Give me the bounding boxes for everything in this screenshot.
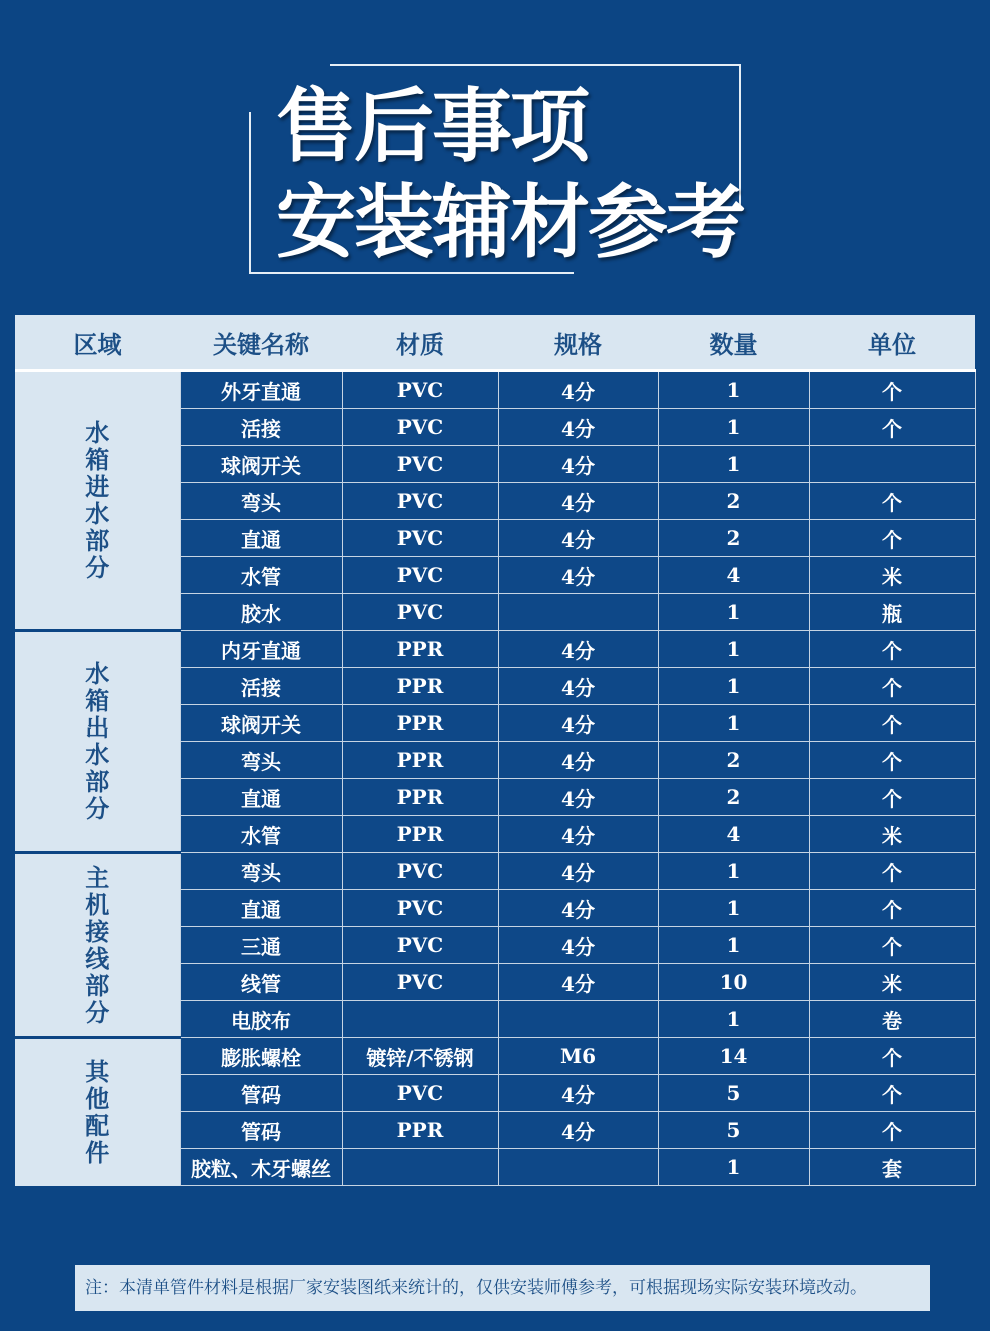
spec-cell: 4分	[498, 705, 658, 742]
item-name-cell: 球阀开关	[180, 446, 342, 483]
quantity-cell: 2	[658, 483, 809, 520]
item-name-cell: 水管	[180, 557, 342, 594]
unit-cell: 个	[809, 631, 975, 668]
unit-cell: 个	[809, 1112, 975, 1149]
material-cell	[342, 1001, 498, 1038]
table-row	[15, 371, 975, 409]
unit-cell: 个	[809, 520, 975, 557]
quantity-cell: 1	[658, 631, 809, 668]
material-cell: PVC	[342, 927, 498, 964]
spec-cell: 4分	[498, 1075, 658, 1112]
table-header-row	[15, 315, 975, 371]
unit-cell: 个	[809, 409, 975, 446]
material-cell: PPR	[342, 668, 498, 705]
material-cell: PVC	[342, 520, 498, 557]
section-label: 主机接线部分	[85, 862, 110, 1027]
unit-cell: 个	[809, 483, 975, 520]
section-label: 水箱出水部分	[85, 659, 110, 823]
unit-cell: 卷	[809, 1001, 975, 1038]
item-name-cell: 膨胀螺栓	[180, 1038, 342, 1075]
section-label-cell	[15, 1038, 180, 1186]
table-body	[15, 371, 975, 1186]
material-cell: PVC	[342, 371, 498, 409]
spec-cell: 4分	[498, 1112, 658, 1149]
quantity-cell: 1	[658, 371, 809, 409]
section-label-cell	[15, 371, 180, 631]
spec-cell: 4分	[498, 446, 658, 483]
unit-cell: 米	[809, 816, 975, 853]
quantity-cell: 1	[658, 1001, 809, 1038]
spec-cell: 4分	[498, 520, 658, 557]
section-label-cell	[15, 853, 180, 1038]
spec-cell: 4分	[498, 927, 658, 964]
quantity-cell: 1	[658, 446, 809, 483]
quantity-cell: 1	[658, 409, 809, 446]
material-cell: PVC	[342, 1075, 498, 1112]
item-name-cell: 电胶布	[180, 1001, 342, 1038]
material-cell	[342, 1149, 498, 1186]
quantity-cell: 1	[658, 705, 809, 742]
title-line-1: 售后事项	[276, 79, 588, 173]
spec-cell	[498, 1001, 658, 1038]
item-name-cell: 线管	[180, 964, 342, 1001]
item-name-cell: 胶水	[180, 594, 342, 631]
header-material: 材质	[342, 315, 498, 371]
unit-cell: 个	[809, 705, 975, 742]
quantity-cell: 5	[658, 1112, 809, 1149]
unit-cell: 瓶	[809, 594, 975, 631]
section-label-cell	[15, 631, 180, 853]
material-cell: PPR	[342, 779, 498, 816]
spec-cell: 4分	[498, 853, 658, 890]
spec-cell	[498, 1149, 658, 1186]
spec-cell: 4分	[498, 483, 658, 520]
item-name-cell: 管码	[180, 1112, 342, 1149]
spec-cell: 4分	[498, 409, 658, 446]
spec-cell: 4分	[498, 742, 658, 779]
item-name-cell: 弯头	[180, 483, 342, 520]
material-cell: PVC	[342, 890, 498, 927]
item-name-cell: 活接	[180, 409, 342, 446]
unit-cell: 个	[809, 927, 975, 964]
unit-cell	[809, 446, 975, 483]
material-cell: PPR	[342, 816, 498, 853]
quantity-cell: 4	[658, 557, 809, 594]
item-name-cell: 胶粒、木牙螺丝	[180, 1149, 342, 1186]
spec-cell: 4分	[498, 668, 658, 705]
material-cell: PVC	[342, 594, 498, 631]
quantity-cell: 1	[658, 594, 809, 631]
header-spec: 规格	[498, 315, 658, 371]
quantity-cell: 1	[658, 1149, 809, 1186]
item-name-cell: 活接	[180, 668, 342, 705]
unit-cell: 套	[809, 1149, 975, 1186]
spec-cell: 4分	[498, 371, 658, 409]
spec-cell	[498, 594, 658, 631]
unit-cell: 个	[809, 779, 975, 816]
material-cell: PVC	[342, 446, 498, 483]
material-cell: PPR	[342, 1112, 498, 1149]
quantity-cell: 1	[658, 853, 809, 890]
title-line-2: 安装辅材参考	[276, 175, 744, 269]
table-row	[15, 631, 975, 668]
quantity-cell: 1	[658, 927, 809, 964]
material-cell: PPR	[342, 631, 498, 668]
unit-cell: 个	[809, 371, 975, 409]
spec-cell: 4分	[498, 779, 658, 816]
quantity-cell: 2	[658, 520, 809, 557]
item-name-cell: 弯头	[180, 742, 342, 779]
material-cell: PVC	[342, 853, 498, 890]
header-region: 区域	[15, 315, 180, 371]
item-name-cell: 直通	[180, 779, 342, 816]
header-quantity: 数量	[658, 315, 809, 371]
spec-cell: M6	[498, 1038, 658, 1075]
material-cell: PPR	[342, 705, 498, 742]
quantity-cell: 5	[658, 1075, 809, 1112]
item-name-cell: 内牙直通	[180, 631, 342, 668]
material-cell: PVC	[342, 409, 498, 446]
material-cell: 镀锌/不锈钢	[342, 1038, 498, 1075]
materials-table	[15, 315, 976, 1186]
unit-cell: 个	[809, 1075, 975, 1112]
title-frame-top	[330, 64, 741, 66]
footer-note: 注：本清单管件材料是根据厂家安装图纸来统计的，仅供安装师傅参考，可根据现场实际安装环境改动。	[75, 1265, 930, 1311]
spec-cell: 4分	[498, 557, 658, 594]
item-name-cell: 球阀开关	[180, 705, 342, 742]
header-key-name: 关键名称	[180, 315, 342, 371]
header-unit: 单位	[809, 315, 975, 371]
spec-cell: 4分	[498, 631, 658, 668]
unit-cell: 米	[809, 964, 975, 1001]
material-cell: PVC	[342, 964, 498, 1001]
title-frame-left	[249, 112, 251, 274]
unit-cell: 个	[809, 668, 975, 705]
unit-cell: 个	[809, 1038, 975, 1075]
material-cell: PVC	[342, 483, 498, 520]
item-name-cell: 水管	[180, 816, 342, 853]
item-name-cell: 外牙直通	[180, 371, 342, 409]
quantity-cell: 4	[658, 816, 809, 853]
title-block	[0, 0, 990, 300]
material-cell: PPR	[342, 742, 498, 779]
spec-cell: 4分	[498, 816, 658, 853]
item-name-cell: 直通	[180, 520, 342, 557]
quantity-cell: 14	[658, 1038, 809, 1075]
table-row	[15, 853, 975, 890]
table-row	[15, 1038, 975, 1075]
quantity-cell: 10	[658, 964, 809, 1001]
quantity-cell: 1	[658, 890, 809, 927]
item-name-cell: 三通	[180, 927, 342, 964]
item-name-cell: 弯头	[180, 853, 342, 890]
unit-cell: 米	[809, 557, 975, 594]
material-cell: PVC	[342, 557, 498, 594]
spec-cell: 4分	[498, 890, 658, 927]
item-name-cell: 直通	[180, 890, 342, 927]
quantity-cell: 2	[658, 742, 809, 779]
quantity-cell: 1	[658, 668, 809, 705]
unit-cell: 个	[809, 853, 975, 890]
unit-cell: 个	[809, 742, 975, 779]
spec-cell: 4分	[498, 964, 658, 1001]
item-name-cell: 管码	[180, 1075, 342, 1112]
quantity-cell: 2	[658, 779, 809, 816]
section-label: 水箱进水部分	[85, 418, 110, 582]
title-frame-bottom	[249, 272, 574, 274]
section-label: 其他配件	[85, 1056, 110, 1167]
unit-cell: 个	[809, 890, 975, 927]
